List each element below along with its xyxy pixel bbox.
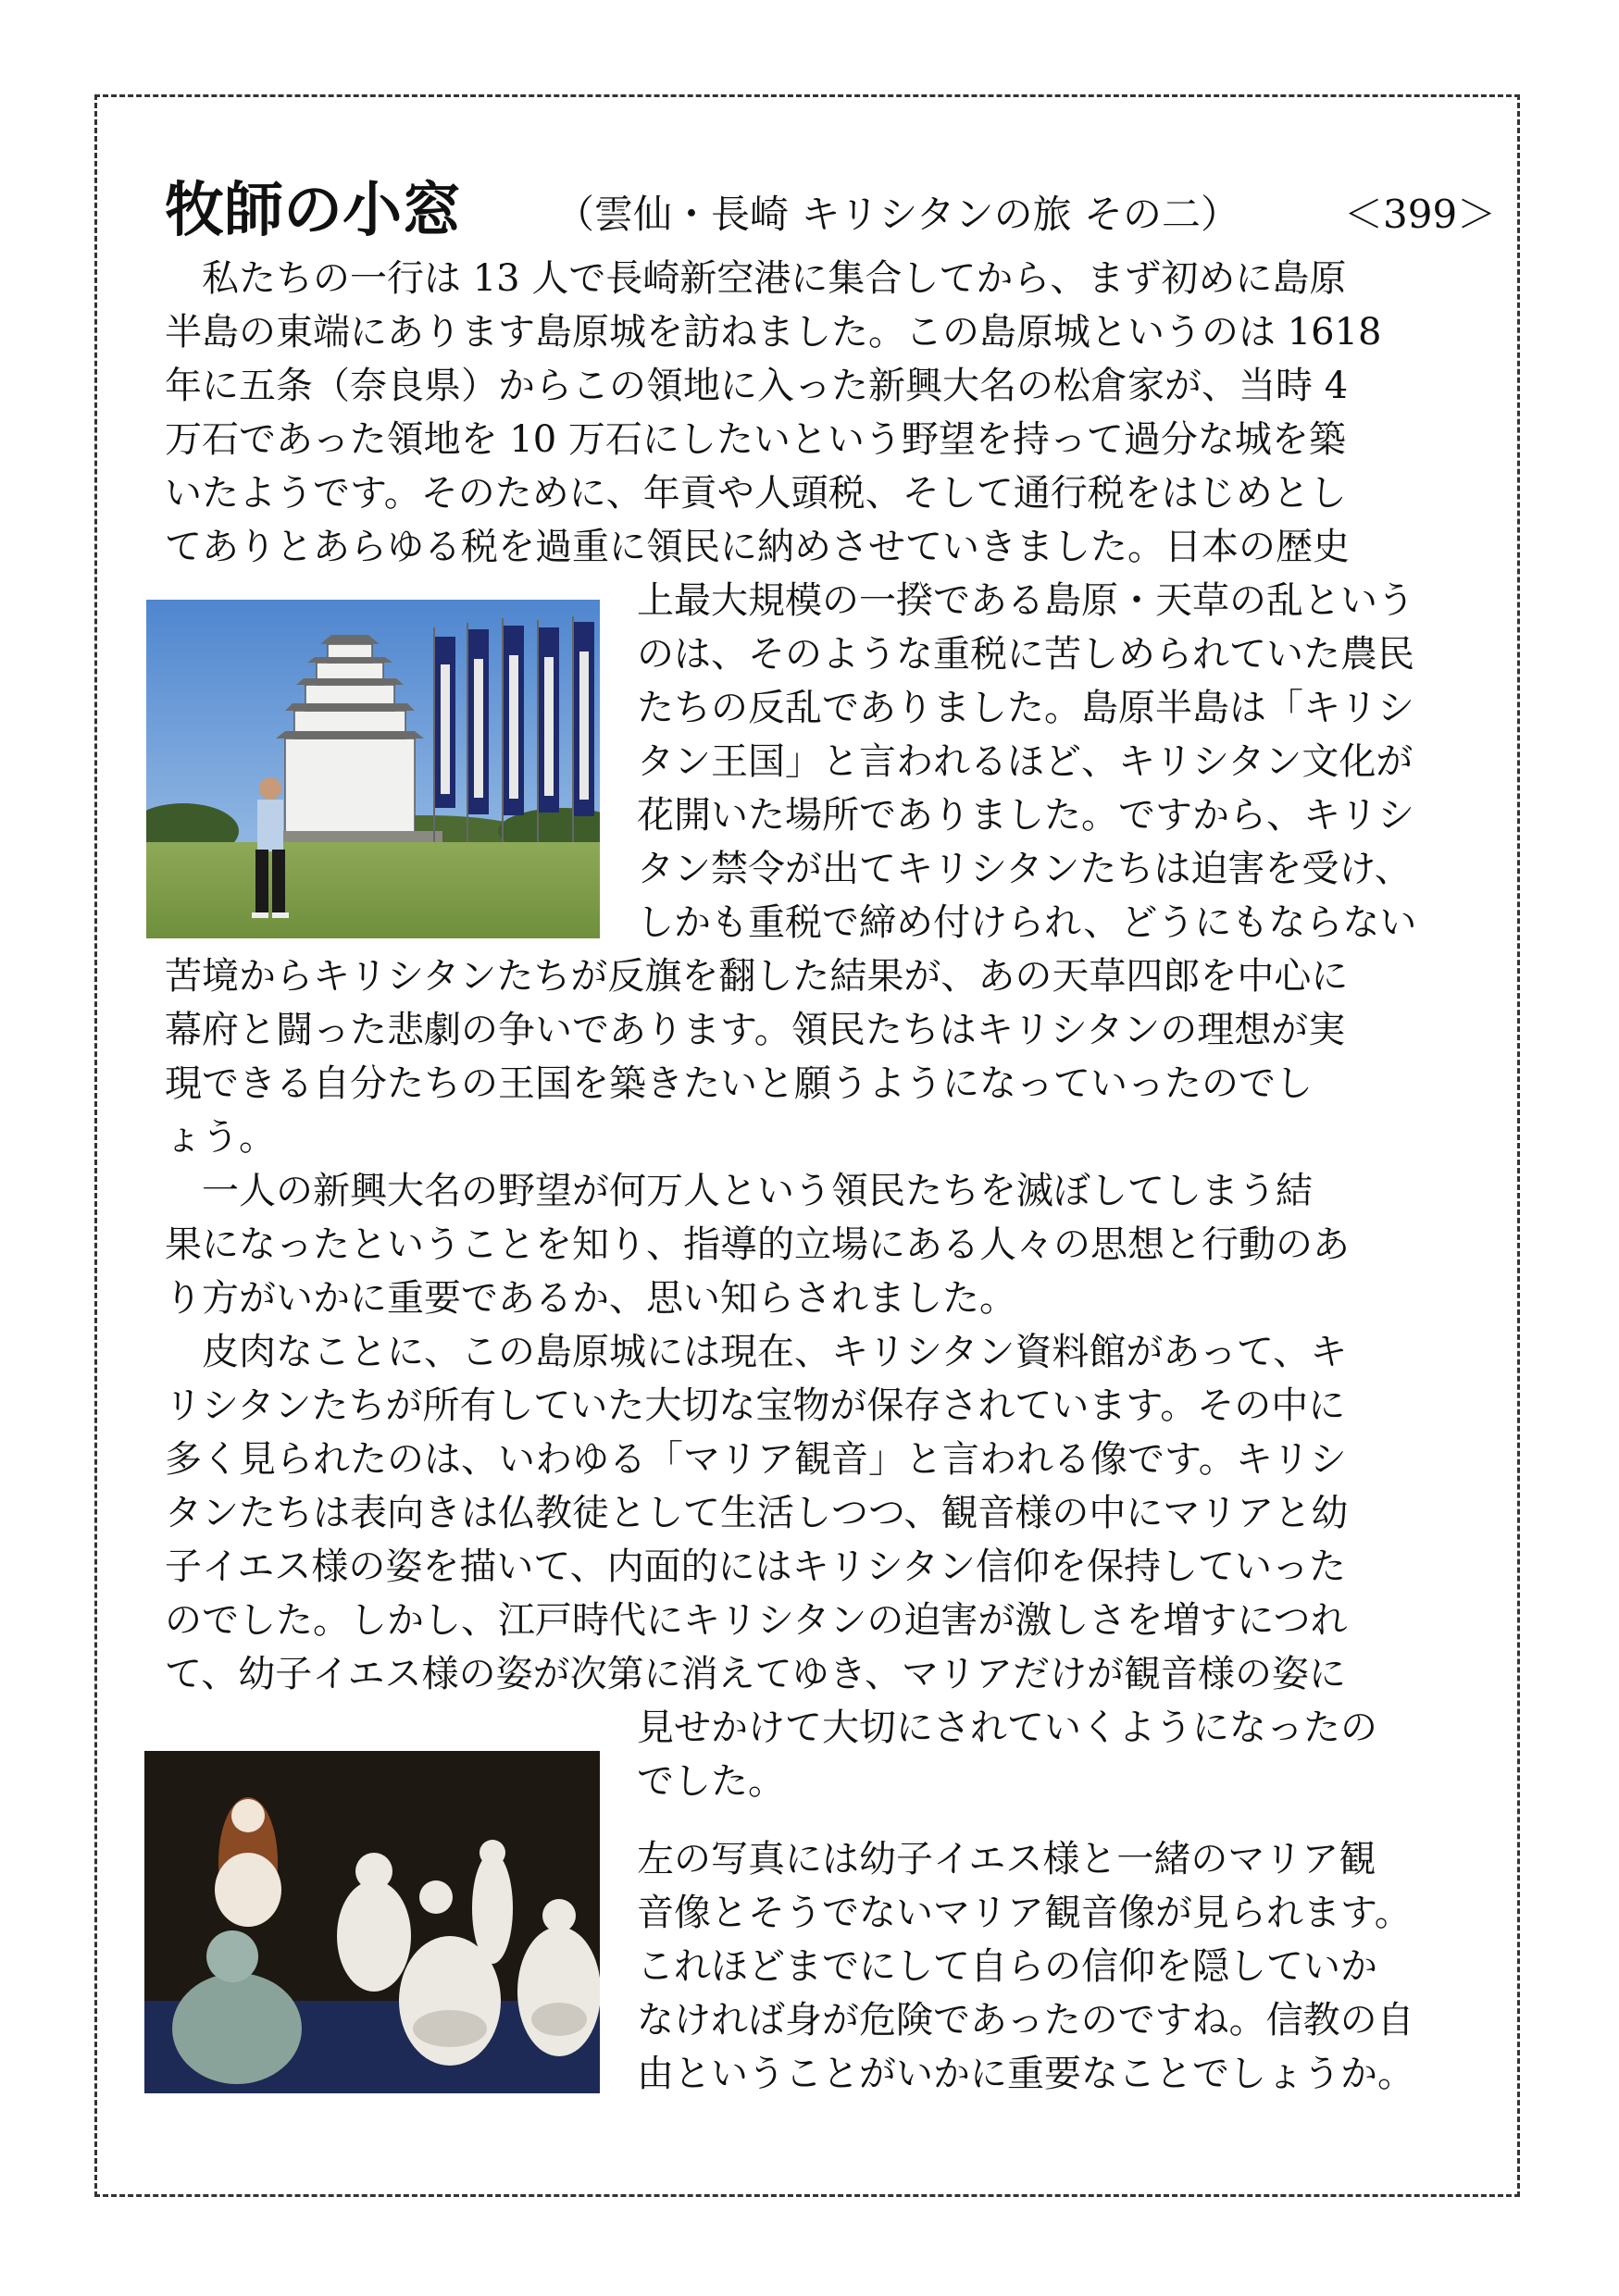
- body-line: でした。: [637, 1760, 785, 1803]
- body-line: 左の写真には幼子イエス様と一緒のマリア観: [637, 1838, 1376, 1880]
- body-line: これほどまでにして自らの信仰を隠していか: [637, 1945, 1377, 1988]
- body-line: 万石であった領地を 10 万石にしたいという野望を持って過分な城を築: [165, 418, 1346, 461]
- issue-number: ＜399＞: [1344, 192, 1497, 237]
- body-line: 皮肉なことに、この島原城には現在、キリシタン資料館があって、キ: [165, 1331, 1348, 1373]
- body-line: 音像とそうでないマリア観音像が見られます。: [637, 1892, 1412, 1934]
- body-line: 一人の新興大名の野望が何万人という領民たちを滅ぼしてしまう結: [165, 1170, 1313, 1212]
- body-line: タン王国」と言われるほど、キリシタン文化が: [637, 740, 1414, 783]
- body-line: いたようです。そのために、年貢や人頭税、そして通行税をはじめとし: [165, 472, 1347, 515]
- body-line: タンたちは表向きは仏教徒として生活しつつ、観音様の中にマリアと幼: [165, 1492, 1349, 1534]
- body-line: てありとあらゆる税を過重に領民に納めさせていきました。日本の歴史: [165, 526, 1350, 568]
- body-line: ょう。: [165, 1116, 276, 1159]
- maria-kannon-statues-photo: [144, 1751, 600, 2093]
- body-line: 花開いた場所でありました。ですから、キリシ: [637, 794, 1414, 837]
- body-line: 果になったということを知り、指導的立場にある人々の思想と行動のあ: [165, 1223, 1350, 1266]
- body-line: 多く見られたのは、いわゆる「マリア観音」と言われる像です。キリシ: [165, 1438, 1347, 1481]
- body-line: タン禁令が出てキリシタンたちは迫害を受け、: [637, 848, 1412, 890]
- column-subtitle: （雲仙・長崎 キリシタンの旅 その二）: [555, 192, 1240, 237]
- body-line: 半島の東端にあります島原城を訪ねました。この島原城というのは 1618: [165, 311, 1382, 354]
- castle-photo: [146, 600, 600, 938]
- body-line: リシタンたちが所有していた大切な宝物が保存されています。その中に: [165, 1384, 1346, 1427]
- body-line: 幕府と闘った悲劇の争いであります。領民たちはキリシタンの理想が実: [165, 1009, 1346, 1051]
- body-line: り方がいかに重要であるか、思い知らされました。: [165, 1277, 1016, 1320]
- body-line: しかも重税で締め付けられ、どうにもならない: [637, 901, 1417, 944]
- body-line: 由ということがいかに重要なことでしょうか。: [637, 2053, 1414, 2095]
- body-line: 苦境からキリシタンたちが反旗を翻した結果が、あの天草四郎を中心に: [165, 955, 1349, 998]
- body-line: 子イエス様の姿を描いて、内面的にはキリシタン信仰を保持していった: [165, 1545, 1346, 1588]
- body-line: なければ身が危険であったのですね。信教の自: [637, 1999, 1414, 2042]
- body-line: て、幼子イエス様の姿が次第に消えてゆき、マリアだけが観音様の姿に: [165, 1653, 1346, 1695]
- body-line: たちの反乱でありました。島原半島は「キリシ: [637, 687, 1414, 729]
- body-line: のは、そのような重税に苦しめられていた農民: [637, 633, 1414, 676]
- body-line: 上最大規模の一揆である島原・天草の乱という: [637, 579, 1414, 622]
- body-line: のでした。しかし、江戸時代にキリシタンの迫害が激しさを増すにつれ: [165, 1599, 1348, 1642]
- column-title: 牧師の小窓: [165, 176, 461, 245]
- body-line: 私たちの一行は 13 人で長崎新空港に集合してから、まず初めに島原: [165, 257, 1347, 300]
- body-line: 見せかけて大切にされていくようになったの: [637, 1706, 1377, 1749]
- body-line: 現できる自分たちの王国を築きたいと願うようになっていったのでし: [165, 1062, 1313, 1105]
- body-line: 年に五条（奈良県）からこの領地に入った新興大名の松倉家が、当時 4: [165, 365, 1349, 407]
